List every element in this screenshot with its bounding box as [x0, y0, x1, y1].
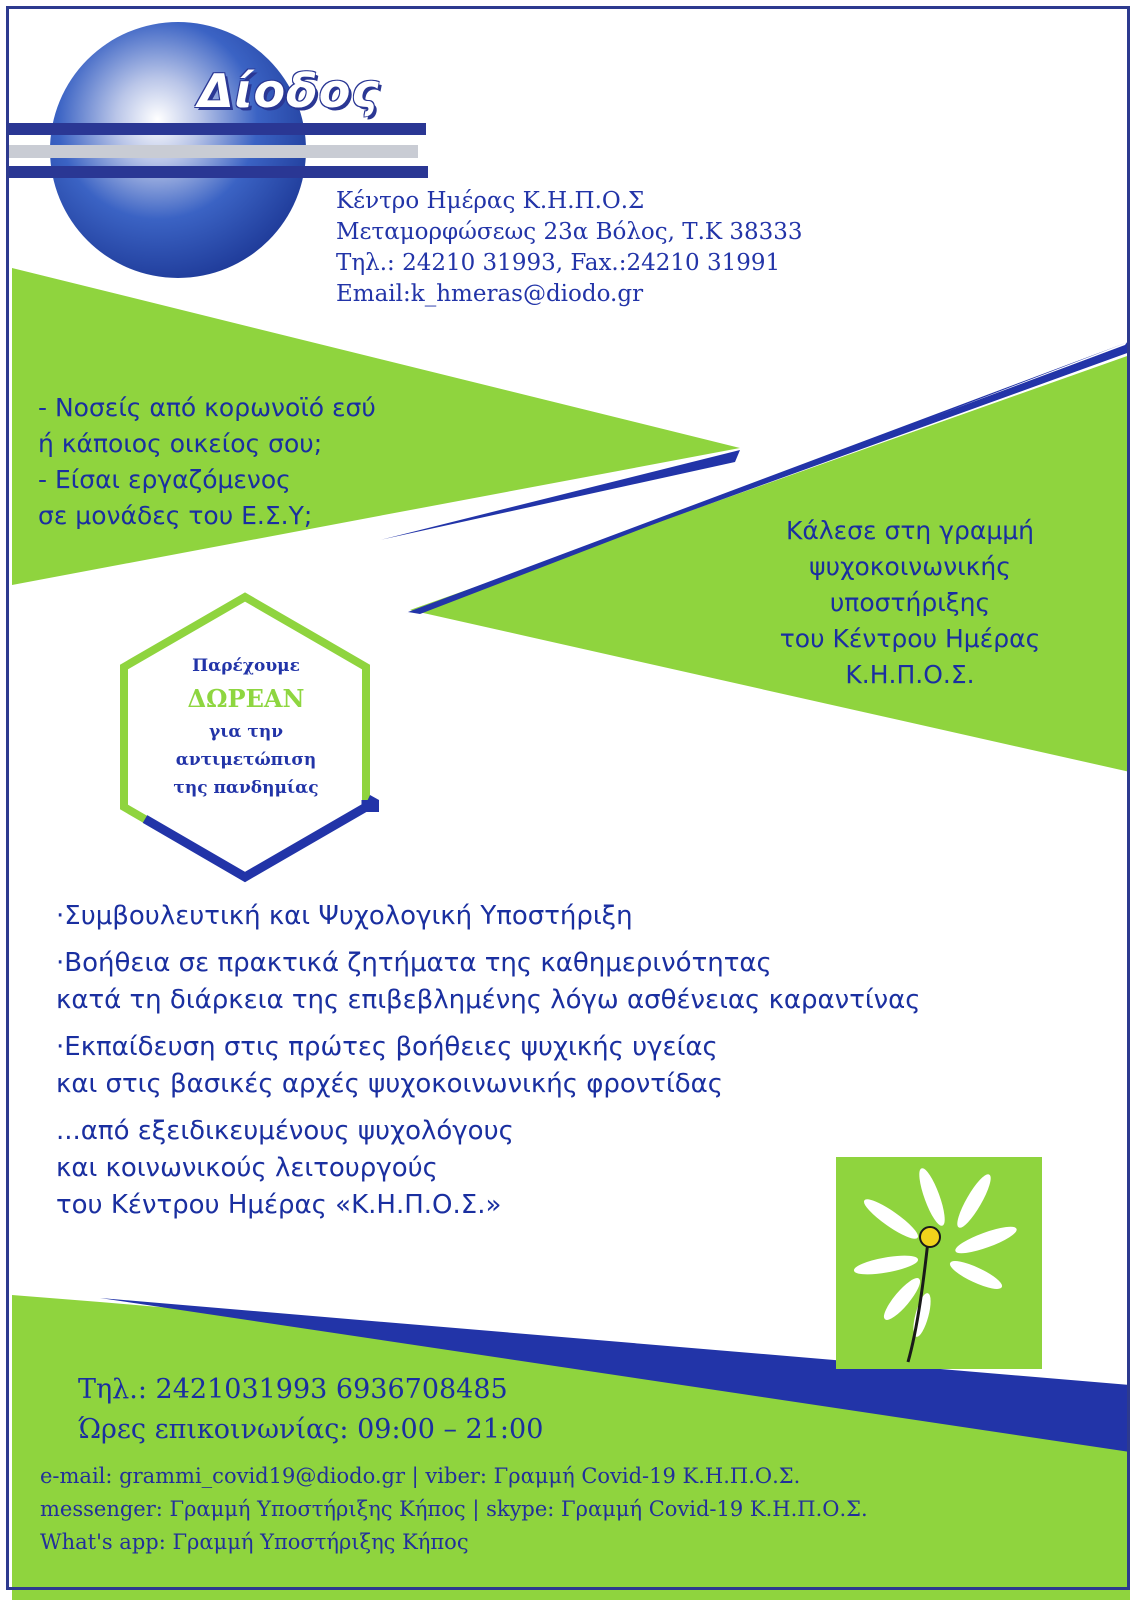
- contact-block: [78, 1370, 543, 1450]
- question-line: ή κάποιος οικείος σου;: [38, 429, 323, 458]
- contact-hours: Ώρες επικοινωνίας: 09:00 – 21:00: [78, 1414, 544, 1445]
- org-name: Κέντρο Ημέρας Κ.Η.Π.Ο.Σ: [336, 188, 645, 214]
- service-line: του Κέντρου Ημέρας «Κ.Η.Π.Ο.Σ.»: [56, 1190, 502, 1220]
- contact-channel-line: messenger: Γραμμή Υποστήριξης Κήπος | skype: Γραμμή Covid-19 Κ.Η.Π.Ο.Σ.: [40, 1497, 868, 1521]
- flower-picture: [836, 1157, 1042, 1369]
- service-line: και κοινωνικούς λειτουργούς: [56, 1153, 438, 1183]
- service-item: [56, 898, 921, 935]
- badge-text: [130, 652, 362, 802]
- cta-line: υποστήριξης: [829, 588, 991, 617]
- service-item: [56, 1113, 921, 1224]
- logo-stripe-navy-1: [8, 123, 426, 135]
- service-line: και στις βασικές αρχές ψυχοκοινωνικής φροντίδας: [56, 1069, 724, 1099]
- contact-channel-line: e-mail: grammi_covid19@diodo.gr | viber: Γραμμή Covid-19 Κ.Η.Π.Ο.Σ.: [40, 1464, 801, 1488]
- contact-channel-line: What's app: Γραμμή Υποστήριξης Κήπος: [40, 1530, 469, 1554]
- contact-channels: [40, 1460, 868, 1559]
- question-line: σε μονάδες του Ε.Σ.Υ;: [38, 501, 313, 530]
- contact-phone: Τηλ.: 2421031993 6936708485: [78, 1374, 508, 1405]
- badge-line: για την: [208, 722, 284, 742]
- call-to-action: [730, 513, 1090, 693]
- badge-line: της πανδημίας: [173, 778, 319, 798]
- service-line: ...από εξειδικευμένους ψυχολόγους: [56, 1116, 514, 1146]
- questions-block: [38, 390, 376, 534]
- service-line: ·Εκπαίδευση στις πρώτες βοήθειες ψυχικής υγείας: [56, 1032, 718, 1062]
- badge-line: αντιμετώπιση: [175, 750, 317, 770]
- daisy-flower-icon: [836, 1157, 1042, 1369]
- logo-wordmark: Δίοδος: [198, 64, 380, 118]
- services-list: [56, 898, 921, 1234]
- service-item: [56, 1029, 921, 1103]
- service-line: ·Συμβουλευτική και Ψυχολογική Υποστήριξη: [56, 901, 633, 931]
- cta-line: του Κέντρου Ημέρας: [779, 624, 1041, 653]
- badge-highlight: ΔΩΡΕΑΝ: [187, 684, 305, 713]
- address-block: [336, 186, 803, 310]
- question-line: - Νοσείς από κορωνοϊό εσύ: [38, 393, 376, 422]
- logo-stripe-grey: [8, 145, 418, 158]
- service-line: κατά τη διάρκεια της επιβεβλημένης λόγω ασθένειας καραντίνας: [56, 985, 921, 1015]
- cta-line: Κ.Η.Π.Ο.Σ.: [845, 660, 975, 689]
- phone-fax: Τηλ.: 24210 31993, Fax.:24210 31991: [336, 250, 781, 276]
- logo-stripe-navy-2: [8, 166, 428, 178]
- cta-line: ψυχοκοινωνικής: [809, 552, 1011, 581]
- service-item: [56, 945, 921, 1019]
- email-address: Email:k_hmeras@diodo.gr: [336, 281, 644, 307]
- street-address: Μεταμορφώσεως 23α Βόλος, Τ.Κ 38333: [336, 219, 803, 245]
- cta-line: Κάλεσε στη γραμμή: [786, 516, 1034, 545]
- badge-line: Παρέχουμε: [192, 656, 300, 676]
- question-line: - Είσαι εργαζόμενος: [38, 465, 291, 494]
- service-line: ·Βοήθεια σε πρακτικά ζητήματα της καθημερινότητας: [56, 948, 772, 978]
